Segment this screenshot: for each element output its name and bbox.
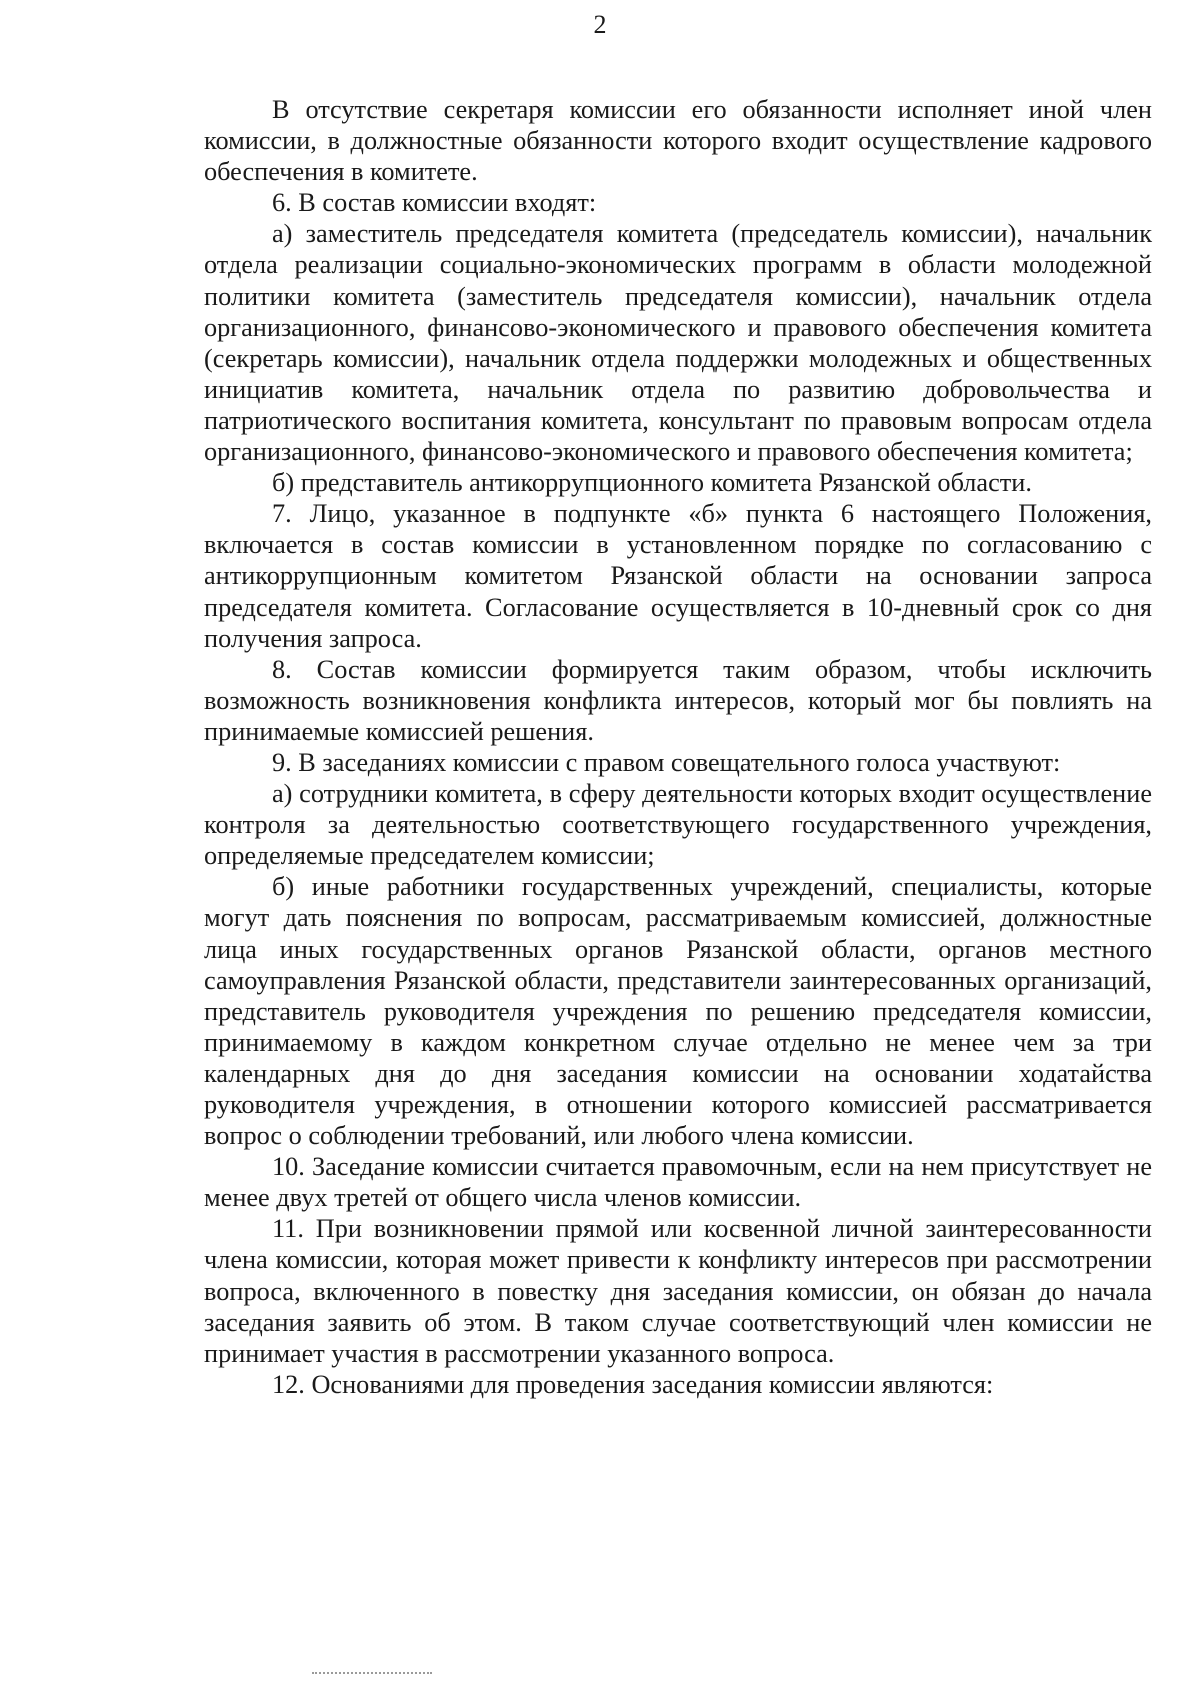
- paragraph-9-advisory-vote: 9. В заседаниях комиссии с правом совещательного голоса участвуют:: [272, 747, 1061, 777]
- paragraph-6a-members: а) заместитель председателя комитета (председатель комиссии), начальник отдела реализации социально-экономических программ в области молодежной политики комитета (заместитель председателя комиссии), начальник отдела организационного, финансово-экономического и правового обеспечения комитета (секретарь комиссии), начальник отдела поддержки молодежных и общественных инициатив комитета, начальник отдела по развитию добровольчества и патриотического воспитания комитета, консультант по правовым вопросам отдела организационного, финансово-экономического и правового обеспечения комитета;: [204, 219, 1152, 467]
- page-number: 2: [593, 10, 607, 39]
- paragraph-9b-others: б) иные работники государственных учреждений, специалисты, которые могут дать пояснения по вопросам, рассматриваемым комиссией, должностные лица иных государственных органов Рязанской области, органов местного самоуправления Рязанской области, представители заинтересованных организаций, представитель руководителя учреждения по решению председателя комиссии, принимаемому в каждом конкретном случае отдельно не менее чем за три календарных дня до дня заседания комиссии на основании ходатайства руководителя учреждения, в отношении которого комиссией рассматривается вопрос о соблюдении требований, или любого члена комиссии.: [204, 872, 1152, 1151]
- paragraph-11-interest: 11. При возникновении прямой или косвенной личной заинтересованности члена комиссии, которая может привести к конфликту интересов при рассмотрении вопроса, включенного в повестку дня заседания комиссии, он обязан до начала заседания заявить об этом. В таком случае соответствующий член комиссии не принимает участия в рассмотрении указанного вопроса.: [204, 1214, 1152, 1368]
- document-body: [204, 94, 1152, 1400]
- scan-artifact: [312, 1672, 432, 1674]
- paragraph-secretary-absence: В отсутствие секретаря комиссии его обязанности исполняет иной член комиссии, в должностные обязанности которого входит осуществление кадрового обеспечения в комитете.: [204, 95, 1152, 187]
- paragraph-8-conflict: 8. Состав комиссии формируется таким образом, чтобы исключить возможность возникновения конфликта интересов, который мог бы повлиять на принимаемые комиссией решения.: [204, 654, 1152, 746]
- paragraph-6-composition: 6. В состав комиссии входят:: [272, 188, 597, 218]
- paragraph-12-grounds: 12. Основаниями для проведения заседания комиссии являются:: [272, 1369, 994, 1399]
- paragraph-10-quorum: 10. Заседание комиссии считается правомочным, если на нем присутствует не менее двух третей от общего числа членов комиссии.: [204, 1152, 1152, 1213]
- paragraph-7-inclusion: 7. Лицо, указанное в подпункте «б» пункта 6 настоящего Положения, включается в состав комиссии в установленном порядке по согласованию с антикоррупционным комитетом Рязанской области на основании запроса председателя комитета. Согласование осуществляется в 10-дневный срок со дня получения запроса.: [204, 499, 1152, 653]
- paragraph-6b-representative: б) представитель антикоррупционного комитета Рязанской области.: [272, 468, 1032, 498]
- paragraph-9a-staff: а) сотрудники комитета, в сферу деятельности которых входит осуществление контроля за деятельностью соответствующего государственного учреждения, определяемые председателем комиссии;: [204, 779, 1152, 871]
